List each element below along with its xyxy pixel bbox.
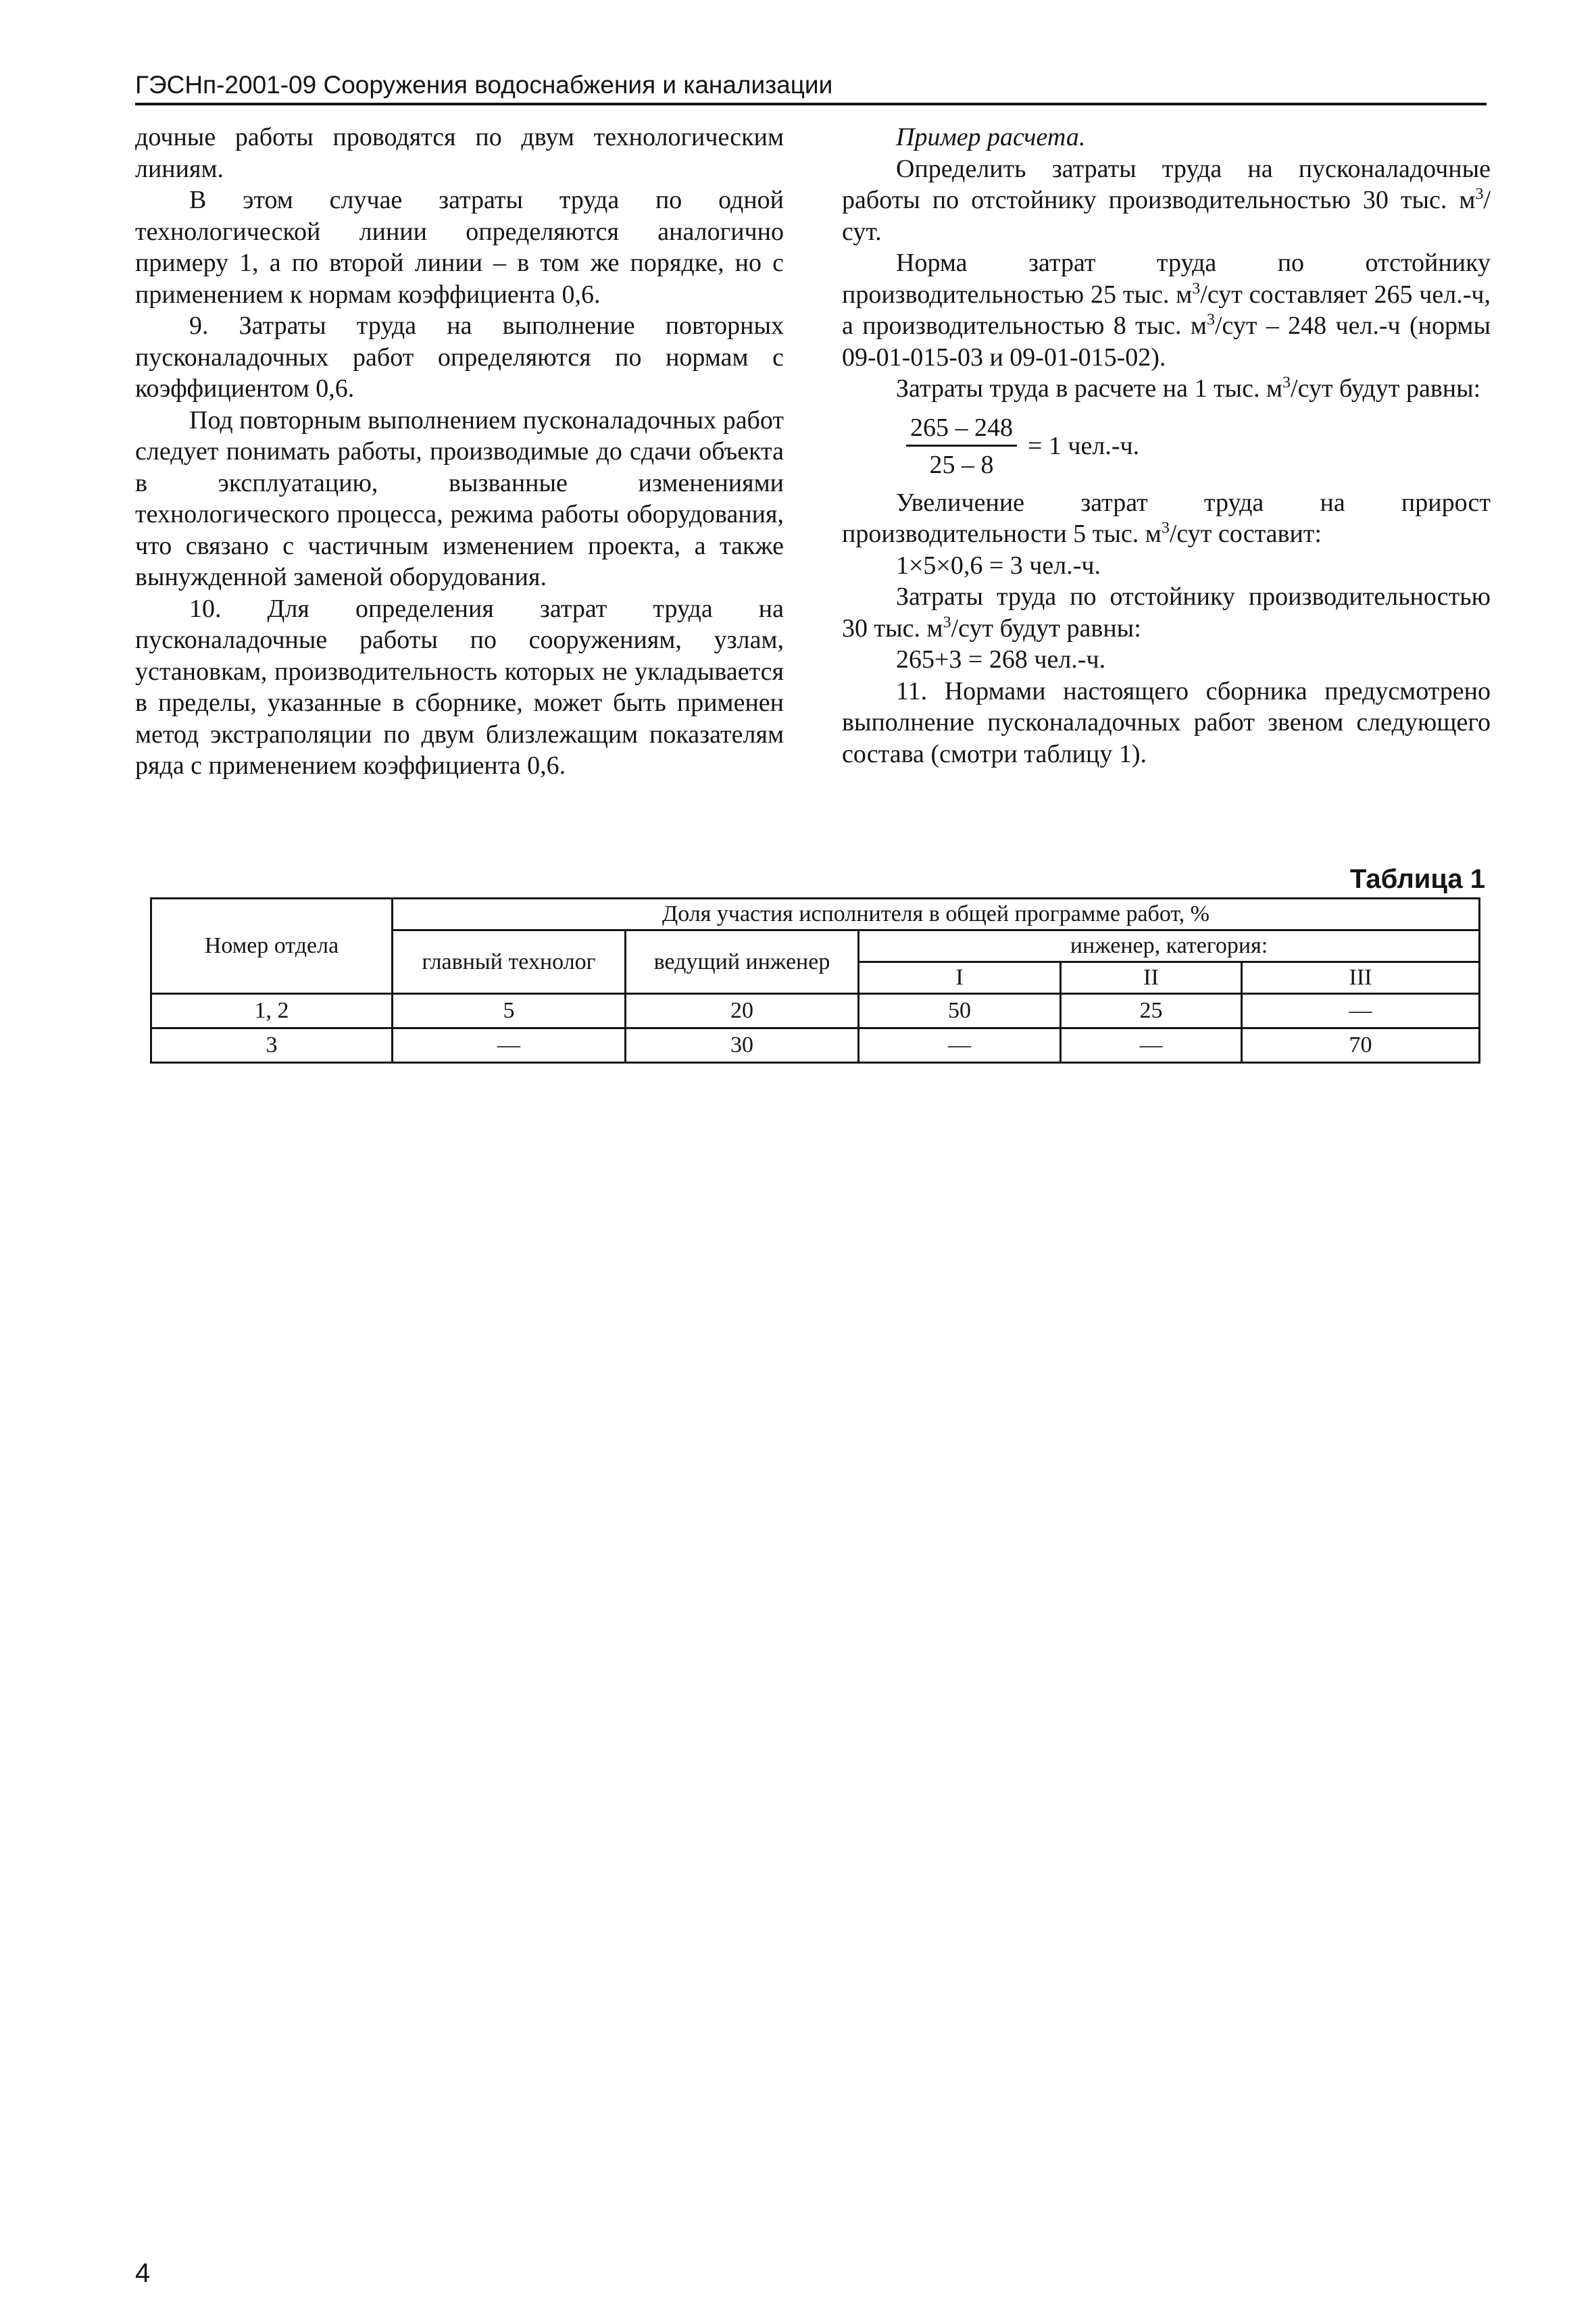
header-chief-technologist: главный технолог xyxy=(393,930,626,994)
right-paragraph-4 xyxy=(842,487,1491,550)
cell-cat-3: — xyxy=(1242,994,1480,1028)
right-p4-sup: 3 xyxy=(1161,519,1170,537)
right-p1-text-b: /сут. xyxy=(842,186,1491,246)
header-department: Номер отдела xyxy=(151,899,393,994)
right-p2-sup-1: 3 xyxy=(1192,279,1201,297)
cell-lead-engineer: 20 xyxy=(626,994,859,1028)
formula-numerator: 265 – 248 xyxy=(906,412,1017,447)
example-title xyxy=(842,122,1491,153)
header-cat-2: II xyxy=(1061,962,1242,994)
formula xyxy=(842,409,1491,484)
right-p5-text-b: /сут будут равны: xyxy=(951,614,1141,643)
left-column xyxy=(135,122,784,782)
cell-cat-2: 25 xyxy=(1061,994,1242,1028)
right-p5-text-a: Затраты труда по отстойнику производительностью 30 тыс. м xyxy=(842,582,1491,643)
table-header-row-1 xyxy=(151,899,1480,930)
header-title: ГЭСНп-2001-09 Сооружения водоснабжения и канализации xyxy=(135,71,833,99)
left-paragraph-5: 10. Для определения затрат труда на пусконаладочные работы по сооружениям, узлам, установкам, производительность которых не укладывается в пределы, указанные в сборнике, может быть применен метод экстраполяции по двум близлежащим показателям ряда с применением коэффициента 0,6. xyxy=(135,594,784,780)
right-paragraph-6: 11. Нормами настоящего сборника предусмотрено выполнение пусконаладочных работ звеном следующего состава (смотри таблицу 1). xyxy=(842,676,1491,768)
cell-chief-technologist: 5 xyxy=(393,994,626,1028)
right-p1-sup: 3 xyxy=(1475,185,1484,203)
cell-department: 3 xyxy=(151,1028,393,1063)
cell-cat-2: — xyxy=(1061,1028,1242,1063)
table-row xyxy=(151,994,1480,1028)
right-p1-text-a: Определить затраты труда на пусконаладочные работы по отстойнику производительностью 30 тыс. м xyxy=(842,154,1491,214)
right-p2-sup-2: 3 xyxy=(1206,311,1215,329)
right-paragraph-1 xyxy=(842,153,1491,248)
formula-denominator: 25 – 8 xyxy=(929,451,994,479)
cell-cat-1: — xyxy=(859,1028,1061,1063)
header-lead-engineer: ведущий инженер xyxy=(626,930,859,994)
cell-department: 1, 2 xyxy=(151,994,393,1028)
header-cat-1: I xyxy=(859,962,1061,994)
right-p3-text-a: Затраты труда в расчете на 1 тыс. м xyxy=(896,374,1283,403)
header-rule xyxy=(135,103,1487,105)
right-p2-text-a: Норма затрат труда по отстойнику производительностью 25 тыс. м xyxy=(842,249,1491,309)
header-engineer-category: инженер, категория: xyxy=(859,930,1480,962)
right-p4-text-b: /сут составит: xyxy=(1169,520,1322,548)
left-paragraph-3: 9. Затраты труда на выполнение повторных пусконаладочных работ определяются по нормам с коэффициентом 0,6. xyxy=(135,312,784,403)
right-p3-sup: 3 xyxy=(1282,374,1291,392)
table-row xyxy=(151,1028,1480,1063)
cell-cat-3: 70 xyxy=(1242,1028,1480,1063)
right-p5-sup: 3 xyxy=(943,613,951,631)
right-paragraph-5 xyxy=(842,581,1491,644)
calculation-2: 265+3 = 268 чел.-ч. xyxy=(896,645,1106,674)
left-paragraph-2: В этом случае затраты труда по одной технологической линии определяются аналогично примеру 1, а по второй линии – в том же порядке, но с применением к нормам коэффициента 0,6. xyxy=(135,186,784,309)
formula-fraction xyxy=(906,412,1017,481)
header-group: Доля участия исполнителя в общей программе работ, % xyxy=(393,899,1480,930)
right-p2-text-b: /сут составляет 265 чел.-ч, а производительностью 8 тыс. м xyxy=(842,280,1491,340)
running-header xyxy=(135,68,1487,103)
right-p3-text-b: /сут будут равны: xyxy=(1291,374,1481,403)
right-column xyxy=(842,122,1491,770)
formula-result: = 1 чел.-ч. xyxy=(1028,432,1140,461)
left-paragraph-1: дочные работы проводятся по двум технологическим линиям. xyxy=(135,123,784,183)
page-number: 4 xyxy=(135,2258,151,2288)
right-p2-text-c: /сут – 248 чел.-ч (нормы 09-01-015-03 и 09-01-015-02). xyxy=(842,312,1491,372)
example-title-text: Пример расчета. xyxy=(896,123,1086,151)
table-1 xyxy=(150,897,1480,1064)
calculation-1: 1×5×0,6 = 3 чел.-ч. xyxy=(896,551,1101,580)
right-p4-text-a: Увеличение затрат труда на прирост производительности 5 тыс. м xyxy=(842,488,1491,548)
cell-lead-engineer: 30 xyxy=(626,1028,859,1063)
cell-chief-technologist: — xyxy=(393,1028,626,1063)
cell-cat-1: 50 xyxy=(859,994,1061,1028)
table-caption: Таблица 1 xyxy=(1349,864,1485,894)
right-paragraph-3 xyxy=(842,373,1491,405)
right-paragraph-2 xyxy=(842,247,1491,373)
left-paragraph-4: Под повторным выполнением пусконаладочных работ следует понимать работы, производимые до сдачи объекта в эксплуатацию, вызванные изменениями технологического процесса, режима работы оборудования, что связано с частичным изменением проекта, а также вынужденной заменой оборудования. xyxy=(135,405,784,591)
header-cat-3: III xyxy=(1242,962,1480,994)
